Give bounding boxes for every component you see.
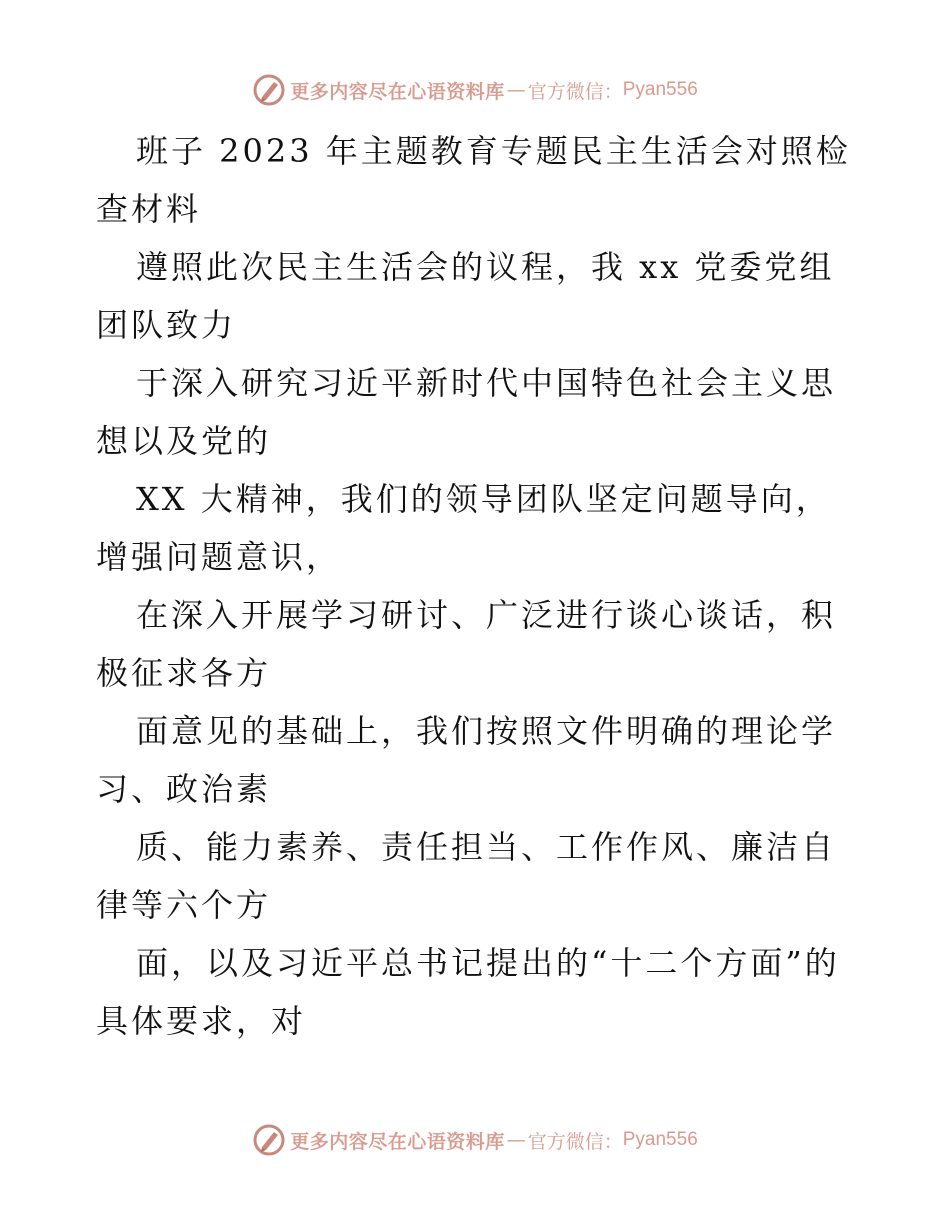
pen-seal-icon [252, 1123, 286, 1157]
paragraph: 面，以及习近平总书记提出的“十二个方面”的具体要求，对 [96, 944, 840, 1040]
document-title: 班子 2023 年主题教育专题民主生活会对照检查材料 [96, 132, 851, 228]
header-dash: — [506, 79, 526, 101]
paragraph: 遵照此次民主生活会的议程，我 xx 党委党组团队致力 [96, 248, 835, 344]
paragraph: 在深入开展学习研讨、广泛进行谈心谈话，积极征求各方 [96, 596, 837, 692]
paragraph: 面意见的基础上，我们按照文件明确的理论学习、政治素 [96, 712, 837, 808]
header-wechat-id: Pyan556 [622, 79, 698, 100]
footer-dash: — [506, 1129, 526, 1151]
paragraph: 质、能力素养、责任担当、工作作风、廉洁自律等六个方 [96, 828, 837, 924]
paragraph: XX 大精神，我们的领导团队坚定问题导向，增强问题意识， [96, 480, 831, 576]
header-brand-text: 更多内容尽在心语资料库 [290, 80, 505, 103]
header-banner [0, 70, 950, 110]
footer-wechat-label: 官方微信： [527, 1130, 623, 1153]
footer-banner [0, 1120, 950, 1160]
footer-brand-text: 更多内容尽在心语资料库 [290, 1130, 505, 1153]
header-wechat-label: 官方微信： [527, 80, 623, 103]
document-body [96, 122, 856, 1050]
footer-wechat-id: Pyan556 [622, 1129, 698, 1150]
paragraph: 于深入研究习近平新时代中国特色社会主义思想以及党的 [96, 364, 837, 460]
pen-seal-icon [252, 73, 286, 107]
